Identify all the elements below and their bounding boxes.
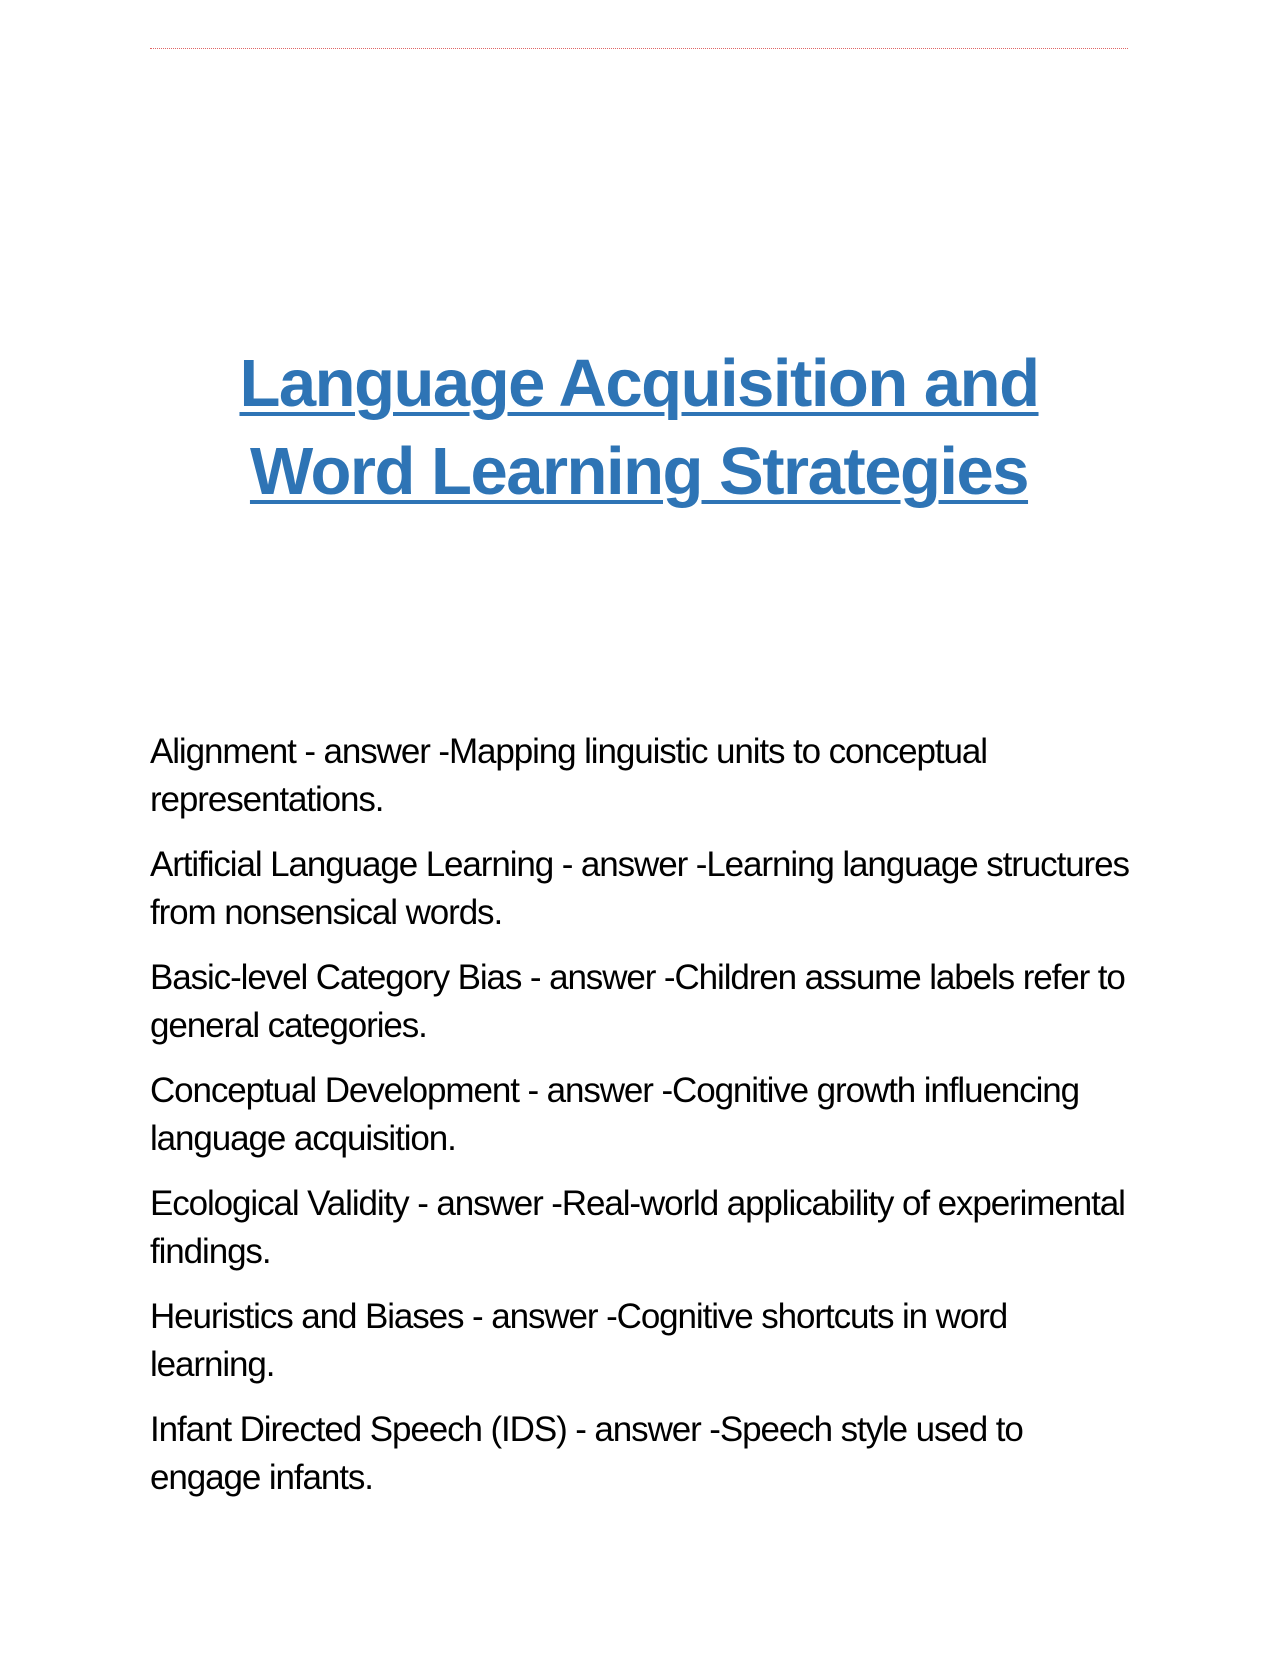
definition-entry: Basic-level Category Bias - answer -Children assume labels refer to general categories. (150, 958, 1125, 1045)
document-title: Language Acquisition and Word Learning Strategies (239, 346, 1039, 509)
definition-entry: Artificial Language Learning - answer -Learning language structures from nonsensical words. (150, 845, 1129, 932)
definition-entry: Conceptual Development - answer -Cognitive growth influencing language acquisition. (150, 1071, 1079, 1158)
definition-entry: Infant Directed Speech (IDS) - answer -Speech style used to engage infants. (150, 1410, 1023, 1497)
definition-entry: Ecological Validity - answer -Real-world applicability of experimental findings. (150, 1184, 1125, 1271)
header-dotted-rule (150, 48, 1128, 49)
definition-list (150, 728, 1130, 1519)
definition-entry: Alignment - answer -Mapping linguistic units to conceptual representations. (150, 732, 987, 819)
definition-entry: Heuristics and Biases - answer -Cognitive shortcuts in word learning. (150, 1297, 1008, 1384)
